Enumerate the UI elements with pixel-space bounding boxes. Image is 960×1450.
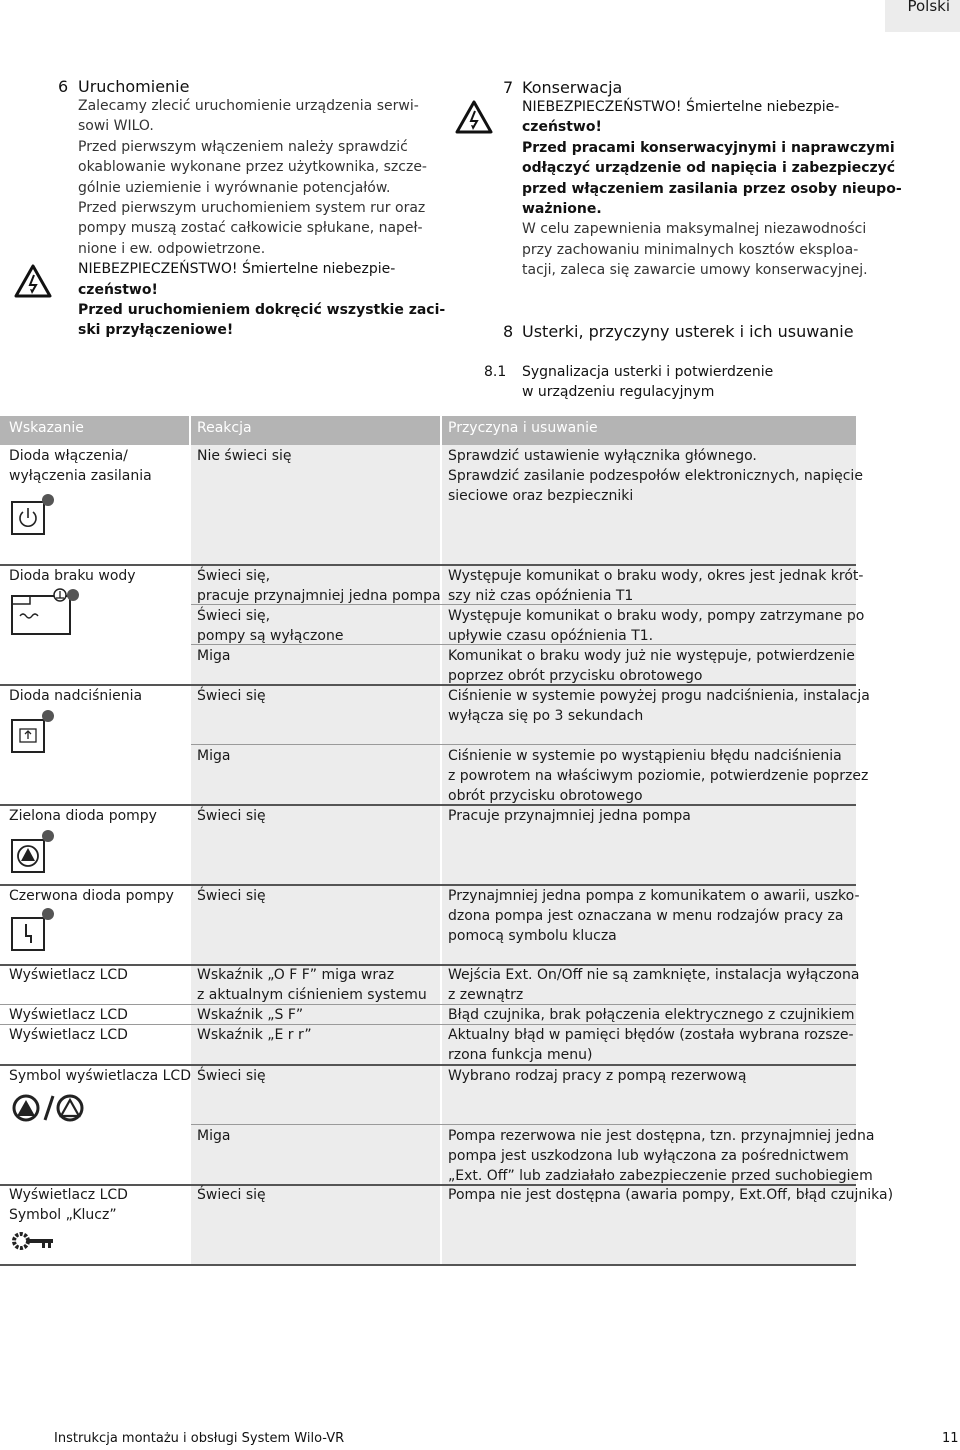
warning-line: Przed pracami konserwacyjnymi i naprawczymi [522,139,895,156]
section-title: Konserwacja [522,78,623,97]
section-8-1-heading [484,362,774,400]
cause-line: sieciowe oraz bezpieczniki [448,488,634,504]
table-row-water-led [9,566,136,586]
reaction-line: Wskaźnik „O F F” miga wraz [197,967,395,983]
text-line: przy zachowaniu minimalnych kosztów eksploa- [522,241,859,258]
footer-title: Instrukcja montażu i obsługi System Wilo-VR [54,1431,345,1446]
standby-pump-icon [12,1092,86,1124]
reaction-text [197,806,266,826]
power-led-icon [10,492,56,538]
reaction-line: pracuje przynajmniej jedna pompa [197,588,441,604]
indicator-text: Zielona dioda pompy [9,808,157,824]
language-label: Polski [907,0,950,15]
reaction-text [197,886,266,906]
indicator-text: Czerwona dioda pompy [9,888,174,904]
cause-line: Wybrano rodzaj pracy z pompą rezerwową [448,1068,747,1084]
cause-line: Sprawdzić zasilanie podzespołów elektronicznych, napięcie [448,468,863,484]
indicator-text: Dioda włączenia/ [9,448,128,464]
indicator-text: Wyświetlacz LCD [9,1007,128,1023]
cause-text [448,1126,874,1186]
cause-text [448,686,870,726]
key-icon [12,1230,56,1252]
indicator-text: Symbol wyświetlacza LCD [9,1068,191,1084]
section-number: 8.1 [484,364,507,380]
cause-line: Aktualny błąd w pamięci błędów (została wybrana rozsze- [448,1027,854,1043]
cause-text [448,1025,854,1065]
warning-line: ski przyłączeniowe! [78,322,234,339]
table-row-power-led [9,446,152,486]
table-row-overpressure-led [9,686,142,706]
cause-line: „Ext. Off” lub zadziałało zabezpieczenie przed suchobiegiem [448,1168,873,1184]
reaction-text [197,1185,266,1205]
reaction-line: Wskaźnik „E r r” [197,1027,312,1043]
cause-line: Błąd czujnika, brak połączenia elektrycznego z czujnikiem [448,1007,855,1023]
cause-line: rzona funkcja menu) [448,1047,593,1063]
reaction-line: z aktualnym ciśnieniem systemu [197,987,427,1003]
cause-line: Występuje komunikat o braku wody, pompy zatrzymane po [448,608,865,624]
text-line: Przed pierwszym włączeniem należy sprawdzić [78,138,408,155]
cause-line: Pompa rezerwowa nie jest dostępna, tzn. przynajmniej jedna [448,1128,875,1144]
table-row-green-pump-led [9,806,157,826]
cause-line: szy niż czas opóźnienia T1 [448,588,634,604]
reaction-line: Miga [197,648,231,664]
reaction-text [197,566,441,666]
reaction-line: Miga [197,1128,231,1144]
reaction-line: Świeci się [197,808,266,824]
cause-text [448,1005,854,1025]
text-line: gólnie uziemienie i wyrównanie potencjałów. [78,179,391,196]
reaction-line: Wskaźnik „S F” [197,1007,304,1023]
section-6-heading [58,77,190,96]
cause-text [448,746,868,806]
indicator-text: Dioda nadciśnienia [9,688,143,704]
overpressure-led-icon [10,708,56,756]
reaction-text [197,746,230,766]
warning-line: czeństwo! [522,119,602,136]
cause-text [448,886,860,946]
section-number: 7 [503,78,514,97]
text-line: nione i ew. odpowietrzone. [78,240,266,257]
column-header: Wskazanie [9,420,84,436]
reaction-line: pompy są wyłączone [197,628,344,644]
table-row-lcd-sf [9,1005,128,1025]
cause-line: Przynajmniej jedna pompa z komunikatem o awarii, uszko- [448,888,860,904]
section-8-heading [503,322,854,341]
warning-line: NIEBEZPIECZEŃSTWO! Śmiertelne niebezpie- [78,261,396,278]
warning-line: czeństwo! [78,281,158,298]
reaction-line: Świeci się [197,1187,266,1203]
text-line: Zalecamy zlecić uruchomienie urządzenia serwi- [78,98,419,114]
page-number: 11 [942,1431,959,1446]
cause-text [448,566,864,686]
cause-line: poprzez obrót przycisku obrotowego [448,668,703,684]
cause-line: Pracuje przynajmniej jedna pompa [448,808,691,824]
section-number: 6 [58,77,69,96]
reaction-text [197,1005,303,1025]
indicator-text: wyłączenia zasilania [9,468,152,484]
reaction-text [197,965,427,1005]
indicator-text: Wyświetlacz LCD [9,1027,128,1043]
reaction-line: Świeci się [197,888,266,904]
indicator-text: Dioda braku wody [9,568,136,584]
warning-line: ważnione. [522,201,602,218]
section-number: 8 [503,322,514,341]
text-line: tacji, zaleca się zawarcie umowy konserwacyjnej. [522,262,868,279]
reaction-line: Świeci się, [197,568,271,584]
section-7-heading [503,78,623,97]
cause-line: pomocą symbolu klucza [448,928,617,944]
warning-line: przed włączeniem zasilania przez osoby nieupo- [522,180,902,197]
section-title: Usterki, przyczyny usterek i ich usuwanie [522,322,854,341]
reaction-line: Nie świeci się [197,448,292,464]
reaction-text [197,1126,230,1146]
reaction-line: Miga [197,748,231,764]
cause-text [448,446,863,506]
text-line: sowi WILO. [78,118,154,135]
column-header: Przyczyna i usuwanie [448,420,598,436]
electric-hazard-icon [14,264,52,298]
section-7-body [522,97,902,281]
reaction-text [197,1066,266,1086]
indicator-text: Symbol „Klucz” [9,1207,117,1223]
table-row-lcd-symbol [9,1066,191,1086]
cause-line: z powrotem na właściwym poziomie, potwierdzenie poprzez [448,768,869,784]
text-line: Przed pierwszym uruchomieniem system rur oraz [78,200,426,217]
table-header [0,416,856,445]
cause-text [448,965,859,1005]
table-row-lcd-off [9,965,128,985]
section-6-body [78,96,445,341]
text-line: okablowanie wykonane przez użytkownika, szcze- [78,159,427,176]
cause-line: z zewnątrz [448,987,524,1003]
indicator-text: Wyświetlacz LCD [9,1187,128,1203]
reaction-line: Świeci się [197,688,266,704]
section-title-line: Sygnalizacja usterki i potwierdzenie [522,364,774,380]
cause-line: wyłącza się po 3 sekundach [448,708,644,724]
reaction-text [197,1025,312,1045]
cause-line: Ciśnienie w systemie powyżej progu nadciśnienia, instalacja [448,688,870,704]
cause-text [448,806,691,826]
warning-line: odłączyć urządzenie od napięcia i zabezpieczyć [522,160,896,177]
fault-led-icon [10,906,56,954]
warning-line: Przed uruchomieniem dokręcić wszystkie zaci- [78,302,446,319]
indicator-text: Wyświetlacz LCD [9,967,128,983]
cause-text [448,1066,746,1086]
cause-line: dzona pompa jest oznaczana w menu rodzajów pracy za [448,908,844,924]
reaction-text [197,686,266,706]
cause-line: Występuje komunikat o braku wody, okres jest jednak krót- [448,568,864,584]
electric-hazard-icon [455,100,493,134]
warning-line: NIEBEZPIECZEŃSTWO! Śmiertelne niebezpie- [522,99,840,115]
cause-line: pompa jest uszkodzona lub wyłączona za pośrednictwem [448,1148,849,1164]
cause-line: Sprawdzić ustawienie wyłącznika głównego. [448,448,757,464]
table-row-red-pump-led [9,886,174,906]
cause-text [448,1185,893,1205]
text-line: W celu zapewnienia maksymalnej niezawodności [522,221,867,238]
table-row-lcd-key [9,1185,128,1225]
column-header: Reakcja [197,420,252,436]
language-tab [885,0,960,32]
pump-led-icon [10,828,56,876]
cause-line: Pompa nie jest dostępna (awaria pompy, Ext.Off, błąd czujnika) [448,1187,894,1203]
section-title-line: w urządzeniu regulacyjnym [522,384,715,400]
table-row-lcd-err [9,1025,128,1045]
water-shortage-led-icon [10,586,80,636]
reaction-line: Świeci się [197,1068,266,1084]
reaction-text [197,446,292,466]
section-title: Uruchomienie [78,77,190,96]
cause-line: obrót przycisku obrotowego [448,788,643,804]
text-line: pompy muszą zostać całkowicie spłukane, napeł- [78,220,423,237]
reaction-line: Świeci się, [197,608,271,624]
cause-line: Wejścia Ext. On/Off nie są zamknięte, instalacja wyłączona [448,967,860,983]
cause-line: upływie czasu opóźnienia T1. [448,628,654,644]
cause-line: Ciśnienie w systemie po wystąpieniu błędu nadciśnienia [448,748,842,764]
cause-line: Komunikat o braku wody już nie występuje, potwierdzenie [448,648,855,664]
